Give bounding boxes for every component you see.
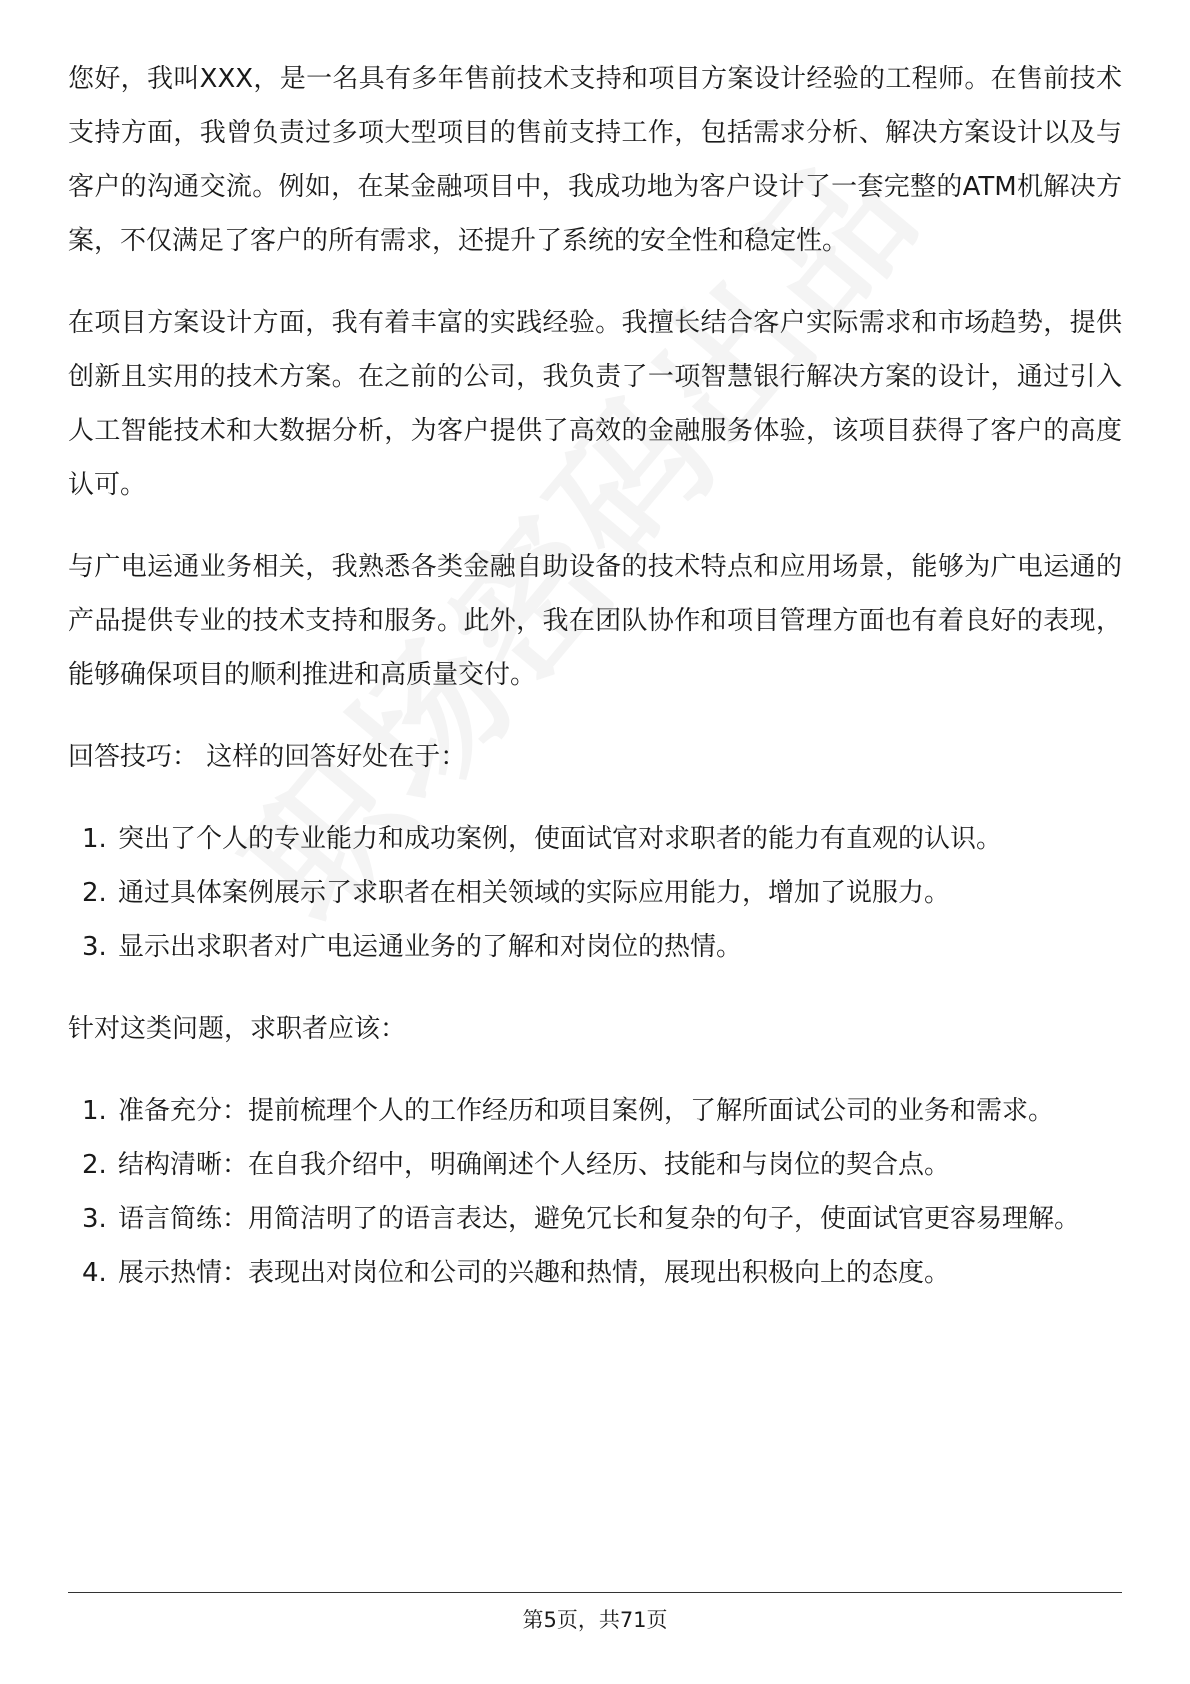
tips-heading: 回答技巧： 这样的回答好处在于： xyxy=(68,742,467,772)
list-item xyxy=(68,1084,1122,1138)
paragraph-intro: 您好，我叫XXX，是一名具有多年售前技术支持和项目方案设计经验的工程师。在售前技术支持方面，我曾负责过多项大型项目的售前支持工作，包括需求分析、解决方案设计以及与客户的沟通交流。例如，在某金融项目中，我成功地为客户设计了一套完整的ATM机解决方案，不仅满足了客户的所有需求，还提升了系统的安全性和稳定性。 xyxy=(68,64,1122,256)
paragraph-project-design: 在项目方案设计方面，我有着丰富的实践经验。我擅长结合客户实际需求和市场趋势，提供创新且实用的技术方案。在之前的公司，我负责了一项智慧银行解决方案的设计，通过引入人工智能技术和大数据分析，为客户提供了高效的金融服务体验，该项目获得了客户的高度认可。 xyxy=(68,308,1122,500)
page-number: 第5页，共71页 xyxy=(522,1608,668,1632)
list-number: 1. xyxy=(82,824,107,854)
list-text: 显示出求职者对广电运通业务的了解和对岗位的热情。 xyxy=(118,932,743,962)
advice-heading: 针对这类问题，求职者应该： xyxy=(68,1014,407,1044)
list-item xyxy=(68,920,1122,974)
list-number: 2. xyxy=(82,1150,107,1180)
advice-list xyxy=(68,1084,1122,1300)
list-number: 3. xyxy=(82,1204,107,1234)
list-number: 3. xyxy=(82,932,107,962)
list-text: 通过具体案例展示了求职者在相关领域的实际应用能力，增加了说服力。 xyxy=(118,878,951,908)
list-item xyxy=(68,812,1122,866)
list-item xyxy=(68,1138,1122,1192)
paragraph-business-related: 与广电运通业务相关，我熟悉各类金融自助设备的技术特点和应用场景，能够为广电运通的产品提供专业的技术支持和服务。此外，我在团队协作和项目管理方面也有着良好的表现，能够确保项目的顺利推进和高质量交付。 xyxy=(68,552,1122,690)
list-item xyxy=(68,1192,1122,1246)
list-text: 突出了个人的专业能力和成功案例，使面试官对求职者的能力有直观的认识。 xyxy=(118,824,1003,854)
tips-list xyxy=(68,812,1122,974)
list-number: 2. xyxy=(82,878,107,908)
document-body xyxy=(68,52,1122,1328)
list-text: 结构清晰：在自我介绍中，明确阐述个人经历、技能和与岗位的契合点。 xyxy=(118,1150,951,1180)
list-item xyxy=(68,1246,1122,1300)
list-number: 1. xyxy=(82,1096,107,1126)
list-text: 语言简练：用简洁明了的语言表达，避免冗长和复杂的句子，使面试官更容易理解。 xyxy=(118,1204,1081,1234)
list-text: 准备充分：提前梳理个人的工作经历和项目案例，了解所面试公司的业务和需求。 xyxy=(118,1096,1055,1126)
footer-divider xyxy=(68,1592,1122,1593)
list-number: 4. xyxy=(82,1258,107,1288)
list-item xyxy=(68,866,1122,920)
list-text: 展示热情：表现出对岗位和公司的兴趣和热情，展现出积极向上的态度。 xyxy=(118,1258,951,1288)
